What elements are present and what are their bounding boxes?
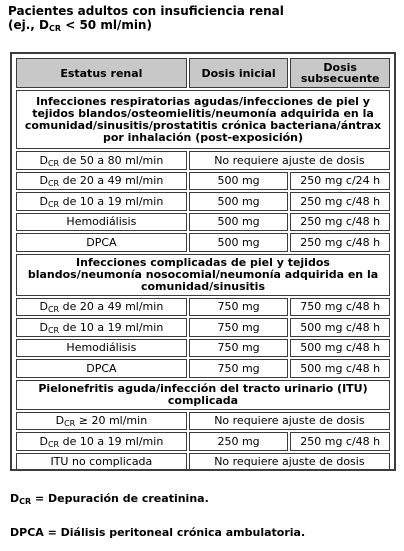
renal-status-cell: [16, 213, 187, 232]
dcr-symbol: D: [39, 320, 48, 334]
header-subsequent-dose: Dosis subsecuente: [290, 58, 390, 88]
dcr-symbol: D: [39, 194, 48, 208]
footnote-dcr: [10, 492, 209, 505]
section-row: [16, 380, 390, 410]
subsequent-dose-cell: 250 mg c/48 h: [290, 233, 390, 252]
table-row: [16, 318, 390, 337]
renal-status-cell: [16, 192, 187, 211]
table-row: [16, 432, 390, 451]
title-line-2-suffix: < 50 ml/min): [61, 18, 152, 32]
subsequent-dose-cell: 750 mg c/48 h: [290, 298, 390, 317]
initial-dose-cell: 750 mg: [189, 318, 289, 337]
renal-status-text: ≥ 20 ml/min: [78, 414, 148, 428]
renal-status-cell: [16, 339, 187, 358]
table-row: [16, 151, 390, 170]
initial-dose-cell: 250 mg: [189, 432, 289, 451]
renal-status-cell: [16, 298, 187, 317]
footnote-dpca: DPCA = Diálisis peritoneal crónica ambulatoria.: [10, 526, 306, 539]
title-line-1: Pacientes adultos con insuficiencia renal: [8, 4, 284, 18]
renal-status-text: de 10 a 19 ml/min: [62, 194, 164, 208]
table-row: [16, 412, 390, 431]
section-title: Pielonefritis aguda/infección del tracto urinario (ITU) complicada: [16, 380, 390, 410]
renal-status-text: Hemodiálisis: [66, 341, 137, 355]
subsequent-dose-cell: 250 mg c/48 h: [290, 213, 390, 232]
renal-status-text: DPCA: [86, 361, 117, 375]
initial-dose-cell: 500 mg: [189, 192, 289, 211]
dcr-subscript: CR: [47, 158, 60, 168]
title-line-2: [8, 18, 284, 32]
subsequent-dose-cell: 250 mg c/24 h: [290, 172, 390, 191]
renal-status-cell: [16, 453, 187, 472]
no-adjustment-cell: No requiere ajuste de dosis: [189, 453, 390, 472]
header-initial-dose: Dosis inicial: [189, 58, 289, 88]
table-row: [16, 172, 390, 191]
dcr-symbol: D: [39, 300, 48, 314]
dcr-subscript: CR: [64, 419, 76, 429]
dcr-symbol: D: [55, 414, 65, 428]
title-line-2-sub: CR: [49, 24, 62, 33]
renal-status-text: Hemodiálisis: [66, 215, 137, 229]
footnote-dcr-symbol: D: [10, 492, 20, 505]
table-row: [16, 213, 390, 232]
subsequent-dose-cell: 250 mg c/48 h: [290, 192, 390, 211]
renal-status-text: de 50 a 80 ml/min: [62, 153, 164, 167]
initial-dose-cell: 750 mg: [189, 339, 289, 358]
no-adjustment-cell: No requiere ajuste de dosis: [189, 412, 390, 431]
renal-status-text: de 10 a 19 ml/min: [62, 320, 164, 334]
subsequent-dose-cell: 500 mg c/48 h: [290, 318, 390, 337]
table-row: [16, 453, 390, 472]
title-line-2-prefix: (ej., D: [8, 18, 49, 32]
dcr-subscript: CR: [47, 439, 60, 449]
dcr-symbol: D: [39, 153, 48, 167]
section-title: Infecciones complicadas de piel y tejidos blandos/neumonía nosocomial/neumonía adquirida en la comunidad/sinusitis: [16, 254, 390, 296]
renal-status-cell: [16, 318, 187, 337]
table-row: [16, 339, 390, 358]
renal-status-cell: [16, 432, 187, 451]
dcr-subscript: CR: [47, 305, 60, 315]
initial-dose-cell: 500 mg: [189, 172, 289, 191]
dcr-symbol: D: [39, 174, 48, 188]
renal-status-text: de 20 a 49 ml/min: [62, 174, 164, 188]
subsequent-dose-cell: 500 mg c/48 h: [290, 359, 390, 378]
dcr-subscript: CR: [47, 325, 60, 335]
renal-status-cell: [16, 151, 187, 170]
table-row: [16, 298, 390, 317]
no-adjustment-cell: No requiere ajuste de dosis: [189, 151, 390, 170]
renal-status-text: de 10 a 19 ml/min: [62, 434, 164, 448]
page-title: [8, 4, 284, 32]
renal-status-cell: [16, 412, 187, 431]
section-row: [16, 254, 390, 296]
renal-status-cell: [16, 172, 187, 191]
table-row: [16, 359, 390, 378]
footnote-dcr-sub: CR: [19, 497, 32, 506]
renal-status-cell: [16, 359, 187, 378]
table-body: [16, 90, 390, 471]
dosage-table: [14, 56, 392, 473]
section-row: [16, 90, 390, 149]
initial-dose-cell: 750 mg: [189, 359, 289, 378]
subsequent-dose-cell: 500 mg c/48 h: [290, 339, 390, 358]
dcr-subscript: CR: [47, 179, 60, 189]
table-row: [16, 233, 390, 252]
renal-status-cell: [16, 233, 187, 252]
footnote-dcr-text: = Depuración de creatinina.: [31, 492, 209, 505]
renal-status-text: ITU no complicada: [50, 455, 153, 469]
subsequent-dose-cell: 250 mg c/48 h: [290, 432, 390, 451]
initial-dose-cell: 750 mg: [189, 298, 289, 317]
dosage-table-frame: [10, 52, 396, 471]
renal-status-text: DPCA: [86, 235, 117, 249]
section-title: Infecciones respiratorias agudas/infecciones de piel y tejidos blandos/osteomielitis/neumonía adquirida en la comunidad/sinusitis/prostatitis crónica bacteriana/ántrax por inhalación (post-exposición): [16, 90, 390, 149]
dcr-symbol: D: [39, 434, 48, 448]
header-renal-status: Estatus renal: [16, 58, 187, 88]
dcr-subscript: CR: [47, 199, 60, 209]
initial-dose-cell: 500 mg: [189, 213, 289, 232]
table-row: [16, 192, 390, 211]
renal-status-text: de 20 a 49 ml/min: [62, 300, 164, 314]
initial-dose-cell: 500 mg: [189, 233, 289, 252]
